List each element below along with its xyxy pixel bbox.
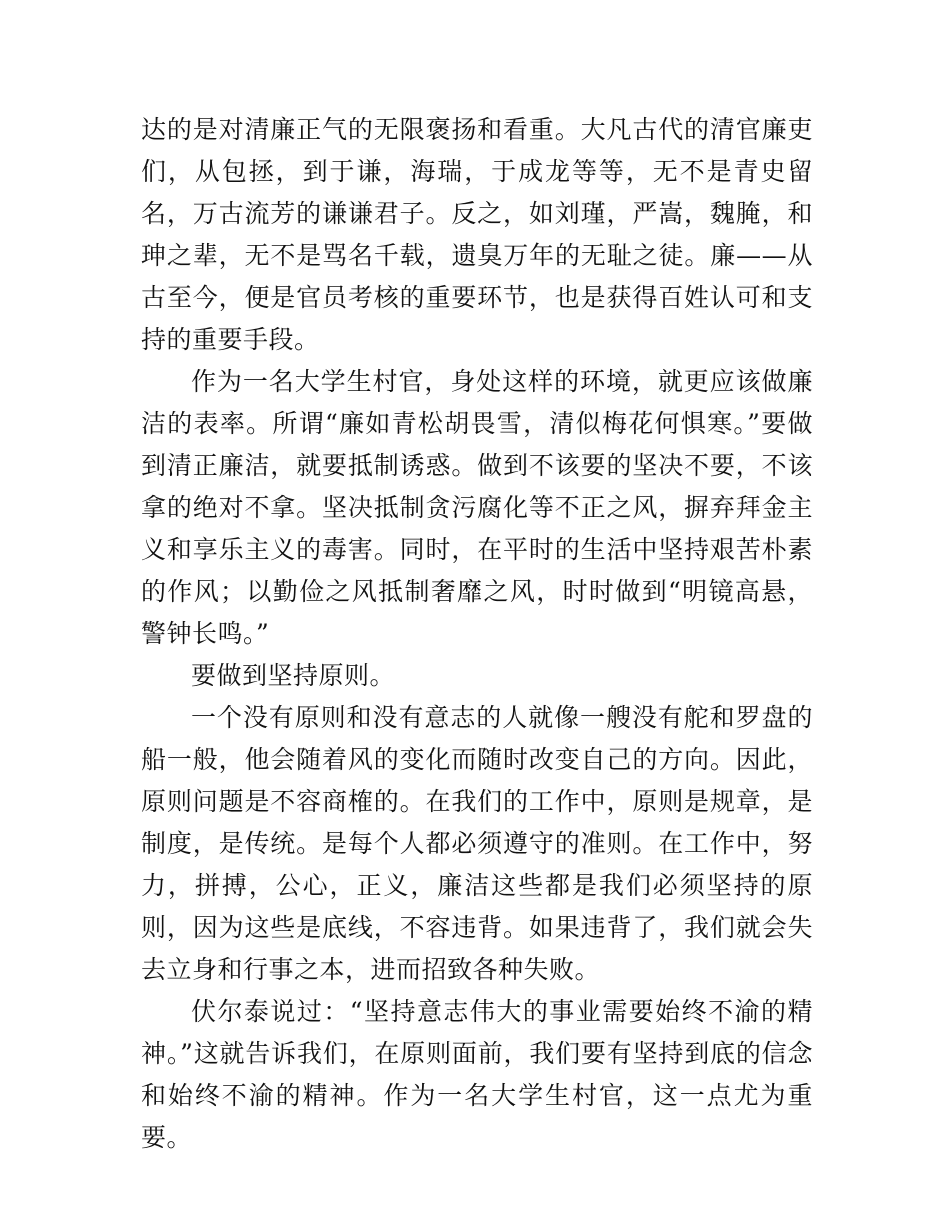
paragraph-2: 作为一名大学生村官，身处这样的环境，就更应该做廉洁的表率。所谓“廉如青松胡畏雪，清似梅花何惧寒。”要做到清正廉洁，就要抵制诱惑。做到不该要的坚决不要，不该拿的绝对不拿。坚决抵制贪污腐化等不正之风，摒弃拜金主义和享乐主义的毒害。同时，在平时的生活中坚持艰苦朴素的作风；以勤俭之风抵制奢靡之风，时时做到“明镜高悬，警钟长鸣。” [141,367,813,648]
paragraph-4: 一个没有原则和没有意志的人就像一艘没有舵和罗盘的船一般，他会随着风的变化而随时改变自己的方向。因此，原则问题是不容商榷的。在我们的工作中，原则是规章，是制度，是传统。是每个人都必须遵守的准则。在工作中，努力，拼搏，公心，正义，廉洁这些都是我们必须坚持的原则，因为这些是底线，不容违背。如果违背了，我们就会失去立身和行事之本，进而招致各种失败。 [141,703,813,984]
paragraph-1: 达的是对清廉正气的无限褒扬和看重。大凡古代的清官廉吏们，从包拯，到于谦，海瑞，于成龙等等，无不是青史留名，万古流芳的谦谦君子。反之，如刘瑾，严嵩，魏腌，和珅之辈，无不是骂名千载，遗臭万年的无耻之徒。廉——从古至今，便是官员考核的重要环节，也是获得百姓认可和支持的重要手段。 [141,115,813,354]
paragraph-5: 伏尔泰说过：“坚持意志伟大的事业需要始终不渝的精神。”这就告诉我们，在原则面前，我们要有坚持到底的信念和始终不渝的精神。作为一名大学生村官，这一点尤为重要。 [141,997,813,1152]
paragraph-3: 要做到坚持原则。 [191,661,396,690]
document-body [141,109,813,1159]
